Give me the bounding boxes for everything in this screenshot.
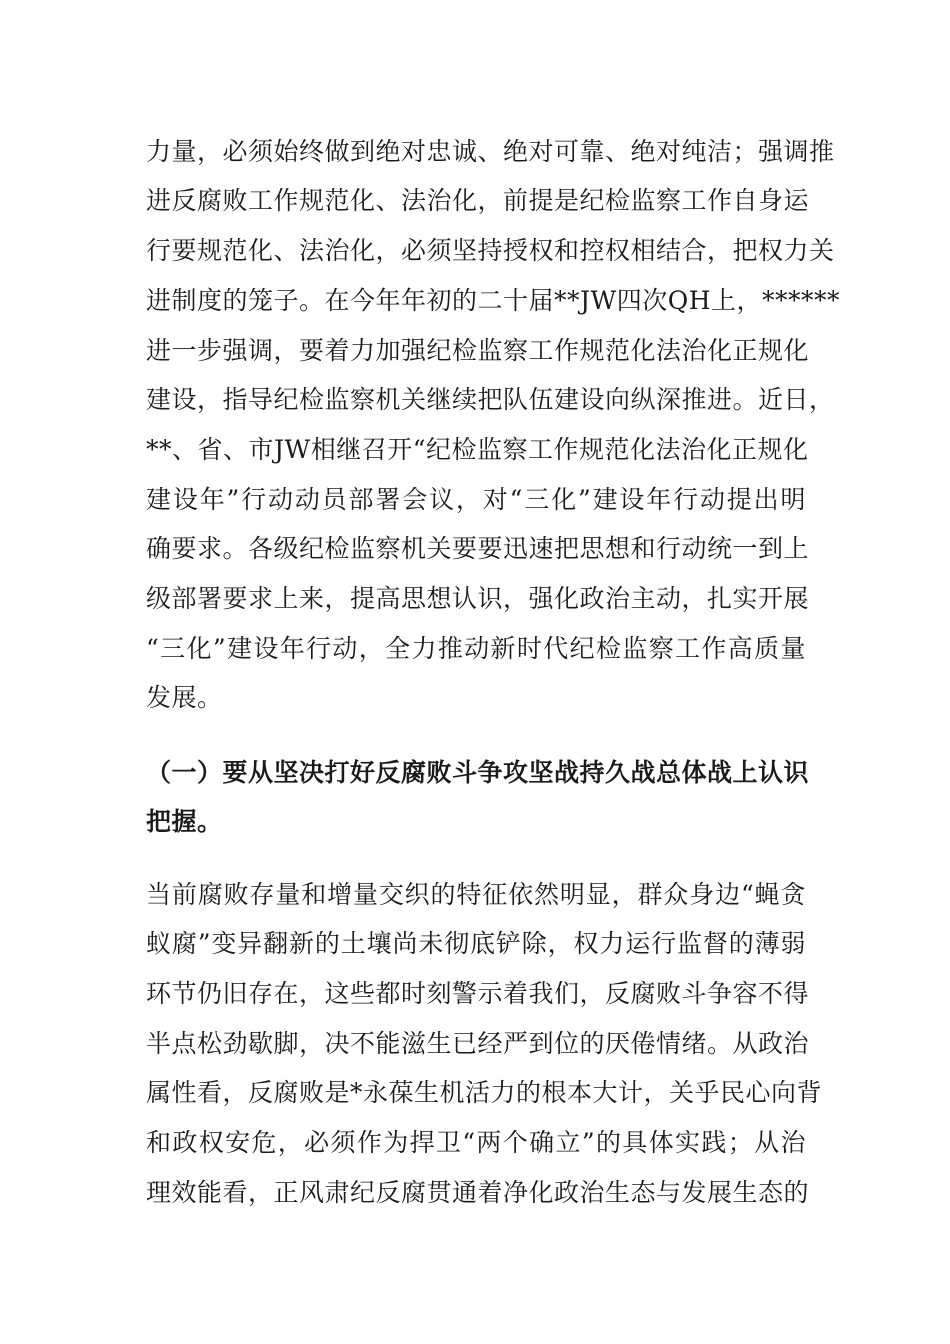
text-line: 当前腐败存量和增量交织的特征依然明显，群众身边“蝇贪 [146, 880, 806, 909]
text-line: 建设，指导纪检监察机关继续把队伍建设向纵深推进。近日， [146, 385, 835, 414]
text-line: 发展。 [146, 683, 223, 712]
text-line: 理效能看，正风肃纪反腐贯通着净化政治生态与发展生态的 [146, 1178, 810, 1207]
text-line: 属性看，反腐败是*永葆生机活力的根本大计，关乎民心向背 [146, 1078, 823, 1107]
text-line: 行要规范化、法治化，必须坚持授权和控权相结合，把权力关 [146, 236, 835, 265]
text-line: 环节仍旧存在，这些都时刻警示着我们，反腐败斗争容不得 [146, 979, 810, 1008]
text-line: 进反腐败工作规范化、法治化，前提是纪检监察工作自身运 [146, 186, 810, 215]
text-line: 进一步强调，要着力加强纪检监察工作规范化法治化正规化 [146, 336, 810, 365]
heading-line: 把握。 [146, 807, 223, 836]
text-line: **、省、市JW相继召开“纪检监察工作规范化法治化正规化 [146, 435, 809, 464]
text-line: 进制度的笼子。在今年年初的二十届**JW四次QH上，****** [146, 286, 841, 315]
text-line: 级部署要求上来，提高思想认识，强化政治主动，扎实开展 [146, 584, 810, 613]
text-line: 和政权安危，必须作为捍卫“两个确立”的具体实践；从治 [146, 1128, 806, 1157]
text-line: 力量，必须始终做到绝对忠诚、绝对可靠、绝对纯洁；强调推 [146, 137, 835, 166]
text-line: 建设年”行动动员部署会议，对“三化”建设年行动提出明 [146, 485, 806, 514]
text-line: 确要求。各级纪检监察机关要要迅速把思想和行动统一到上 [146, 534, 810, 563]
text-line: 半点松劲歇脚，决不能滋生已经严到位的厌倦情绪。从政治 [146, 1029, 810, 1058]
text-line: “三化”建设年行动，全力推动新时代纪检监察工作高质量 [146, 634, 806, 663]
heading-line: （一）要从坚决打好反腐败斗争攻坚战持久战总体战上认识 [146, 758, 810, 787]
text-line: 蚁腐”变异翻新的土壤尚未彻底铲除，权力运行监督的薄弱 [146, 929, 806, 958]
